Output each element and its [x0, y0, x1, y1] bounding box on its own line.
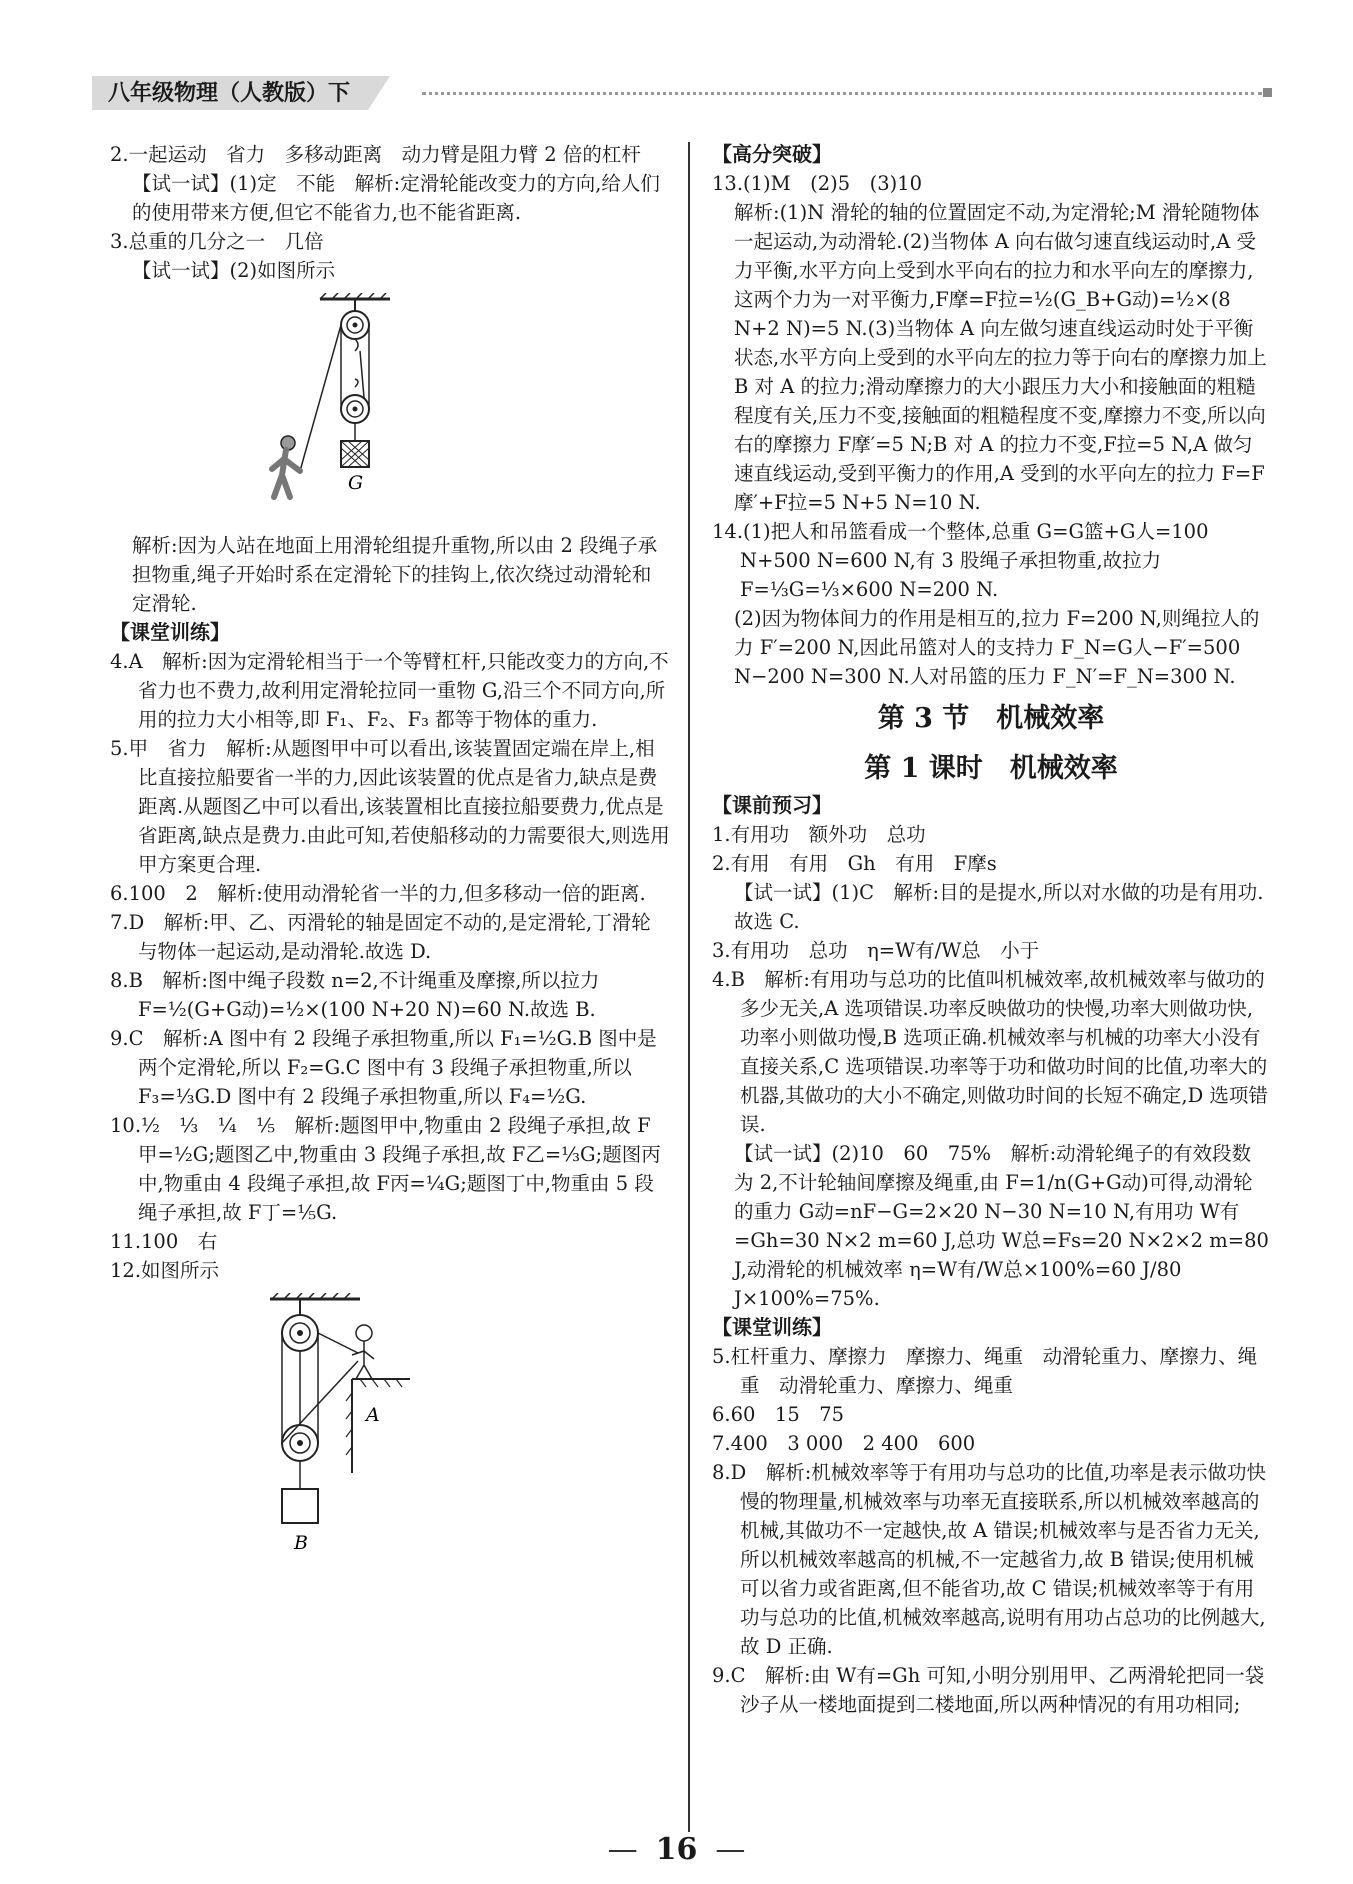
answer-item: 12.如图所示	[110, 1259, 220, 1282]
answer-item: 7.D 解析:甲、乙、丙滑轮的轴是固定不动的,是定滑轮,丁滑轮与物体一起运动,是动滑轮.故选 D.	[110, 911, 651, 963]
answer-item: 5.甲 省力 解析:从题图甲中可以看出,该装置固定端在岸上,相比直接拉船要省一半的力,因此该装置的优点是省力,缺点是费距离.从题图乙中可以看出,该装置相比直接拉船要费力,优点是省距离,缺点是费力.由此可知,若使船移动的力需要很大,则选用甲方案更合理.	[110, 737, 670, 876]
answer-item: 2.一起运动 省力 多移动距离 动力臂是阻力臂 2 倍的杠杆	[110, 143, 641, 166]
answer-item: 14.(1)把人和吊篮看成一个整体,总重 G=G篮+G人=100 N+500 N=600 N,有 3 股绳子承担物重,故拉力 F=⅓G=⅓×600 N=200 N.	[712, 520, 1209, 601]
svg-text:B: B	[294, 1532, 308, 1554]
left-column	[110, 140, 670, 1571]
header-dotted-rule	[422, 92, 1262, 95]
answer-item: 4.A 解析:因为定滑轮相当于一个等臂杠杆,只能改变力的方向,不省力也不费力,故利用定滑轮拉同一重物 G,沿三个不同方向,所用的拉力大小相等,即 F₁、F₂、F₃ 都等于物体的重力.	[110, 650, 669, 731]
answer-item: 3.有用功 总功 η=W有/W总 小于	[712, 939, 1040, 962]
svg-text:G: G	[348, 472, 364, 494]
answer-item: 11.100 右	[110, 1230, 218, 1253]
answer-item: 3.总重的几分之一 几倍	[110, 230, 324, 253]
answer-item: 9.C 解析:A 图中有 2 段绳子承担物重,所以 F₁=½G.B 图中是两个定滑轮,所以 F₂=G.C 图中有 3 段绳子承担物重,所以 F₃=⅓G.D 图中有 2 段绳子承担物重,所以 F₄=½G.	[110, 1027, 657, 1108]
answer-item: 解析:(1)N 滑轮的轴的位置固定不动,为定滑轮;M 滑轮随物体一起运动,为动滑轮.(2)当物体 A 向右做匀速直线运动时,A 受力平衡,水平方向上受到水平向右的拉力和水平向左的摩擦力,这两个力为一对平衡力,F摩=F拉=½(G_B+G动)=½×(8 N+2 N)=5 N.(3)当物体 A 向左做匀速直线运动时处于平衡状态,水平方向上受到的水平向左的拉力等于向右的摩擦力加上 B 对 A 的拉力;滑动摩擦力的大小跟压力大小和接触面的粗糙程度有关,压力不变,接触面的粗糙程度不变,摩擦力不变,所以向右的摩擦力 F摩′=5 N;B 对 A 的拉力不变,F拉=5 N,A 做匀速直线运动,受到平衡力的作用,A 受到的水平向左的拉力 F=F摩′+F拉=5 N+5 N=10 N.	[734, 201, 1267, 514]
section-heading: 【课堂训练】	[110, 620, 230, 644]
answer-item: 解析:因为人站在地面上用滑轮组提升重物,所以由 2 段绳子承担物重,绳子开始时系在定滑轮下的挂钩上,依次绕过动滑轮和定滑轮.	[132, 534, 658, 615]
answer-item: 7.400 3 000 2 400 600	[712, 1432, 976, 1455]
answer-item: 5.杠杆重力、摩擦力 摩擦力、绳重 动滑轮重力、摩擦力、绳重 动滑轮重力、摩擦力、绳重	[712, 1345, 1258, 1397]
answer-item: 8.B 解析:图中绳子段数 n=2,不计绳重及摩擦,所以拉力 F=½(G+G动)=½×(100 N+20 N)=60 N.故选 B.	[110, 969, 600, 1021]
pulley-figure-2	[260, 1293, 560, 1563]
answer-item: 10.½ ⅓ ¼ ⅕ 解析:题图甲中,物重由 2 段绳子承担,故 F甲=½G;题图乙中,物重由 3 段绳子承担,故 F乙=⅓G;题图丙中,物重由 4 段绳子承担,故 F丙=¼G;题图丁中,物重由 5 段绳子承担,故 F丁=⅕G.	[110, 1114, 661, 1224]
answer-item: 4.B 解析:有用功与总功的比值叫机械效率,故机械效率与做功的多少无关,A 选项错误.功率反映做功的快慢,功率大则做功快,功率小则做功慢,B 选项正确.机械效率与机械的功率大小没有直接关系,C 选项错误.功率等于功和做功时间的比值,功率大的机器,其做功的大小不确定,则做功时间的长短不确定,D 选项错误.	[712, 968, 1268, 1136]
answer-item: 2.有用 有用 Gh 有用 F摩s	[712, 852, 997, 875]
answer-item: 【试一试】(1)C 解析:目的是提水,所以对水做的功是有用功.故选 C.	[734, 881, 1264, 933]
column-divider	[688, 142, 690, 1832]
answer-item: 6.60 15 75	[712, 1403, 845, 1426]
right-column	[712, 140, 1270, 1719]
answer-item: 【试一试】(2)如图所示	[132, 259, 336, 282]
pulley-figure-1	[260, 293, 560, 523]
answer-item: 【试一试】(2)10 60 75% 解析:动滑轮绳子的有效段数为 2,不计轮轴间摩擦及绳重,由 F=1/n(G+G动)可得,动滑轮的重力 G动=nF−G=2×20 N−30 N=10 N,有用功 W有=Gh=30 N×2 m=60 J,总功 W总=Fs=20 N×2×2 m=80 J,动滑轮的机械效率 η=W有/W总×100%=60 J/80 J×100%=75%.	[734, 1142, 1269, 1310]
answer-item: 1.有用功 额外功 总功	[712, 823, 926, 846]
answer-item: (2)因为物体间力的作用是相互的,拉力 F=200 N,则绳拉人的力 F′=200 N,因此吊篮对人的支持力 F_N=G人−F′=500 N−200 N=300 N.人对吊篮的压力 F_N′=F_N=300 N.	[734, 607, 1260, 688]
svg-text:A: A	[366, 1404, 380, 1426]
section-heading: 【课前预习】	[712, 793, 832, 817]
page-number: — 16 —	[607, 1832, 746, 1867]
section-heading: 【课堂训练】	[712, 1315, 832, 1339]
section-heading: 【高分突破】	[712, 142, 832, 166]
answer-item: 6.100 2 解析:使用动滑轮省一半的力,但多移动一倍的距离.	[110, 882, 646, 905]
header-square-marker	[1263, 88, 1272, 97]
answer-item: 8.D 解析:机械效率等于有用功与总功的比值,功率是表示做功快慢的物理量,机械效率与功率无直接联系,所以机械效率越高的机械,其做功不一定越快,故 A 错误;机械效率与是否省力无关,所以机械效率越高的机械,不一定越省力,故 B 错误;使用机械可以省力或省距离,但不能省功,故 C 错误;机械效率等于有用功与总功的比值,机械效率越高,说明有用功占总功的比例越大,故 D 正确.	[712, 1461, 1267, 1658]
section-title: 第 3 节 机械效率	[877, 703, 1105, 734]
page-header	[92, 76, 1272, 118]
section-title: 第 1 课时 机械效率	[864, 753, 1118, 784]
answer-item: 【试一试】(1)定 不能 解析:定滑轮能改变力的方向,给人们的使用带来方便,但它不能省力,也不能省距离.	[132, 172, 660, 224]
answer-item: 9.C 解析:由 W有=Gh 可知,小明分别用甲、乙两滑轮把同一袋沙子从一楼地面提到二楼地面,所以两种情况的有用功相同;	[712, 1664, 1265, 1716]
answer-item: 13.(1)M (2)5 (3)10	[712, 172, 923, 195]
header-title: 八年级物理（人教版）下	[92, 76, 368, 110]
